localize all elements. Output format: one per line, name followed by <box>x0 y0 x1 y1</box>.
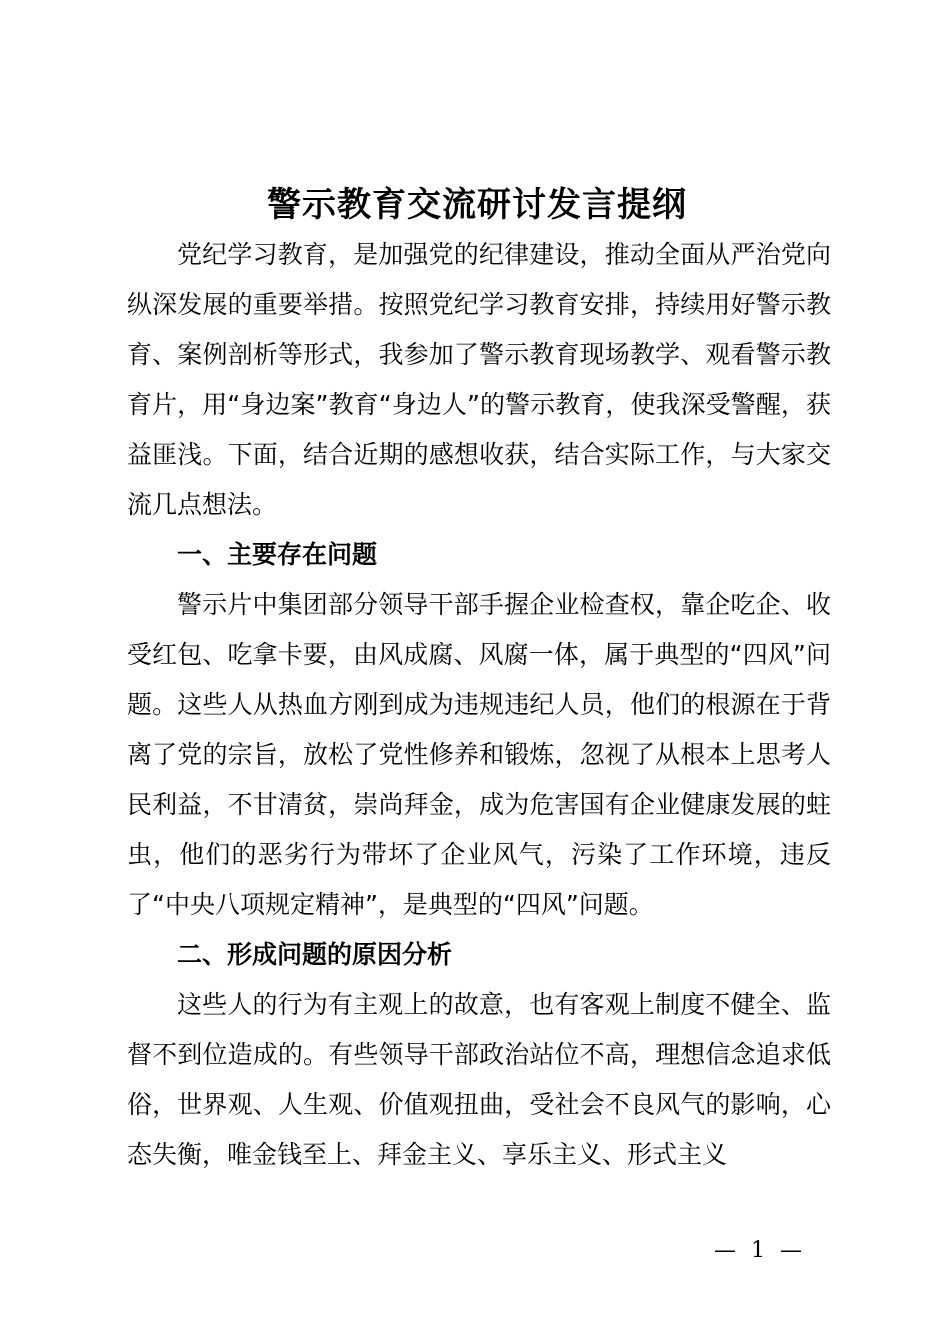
section-heading-problems: 一、主要存在问题 <box>177 540 378 569</box>
causes-paragraph: 这些人的行为有主观上的故意，也有客观上制度不健全、监督不到位造成的。有些领导干部政治站位不高，理想信念追求低俗，世界观、人生观、价值观扭曲，受社会不良风气的影响，心态失衡，唯金钱至上、拜金主义、享乐主义、形式主义 <box>127 990 831 1169</box>
section-heading-causes: 二、形成问题的原因分析 <box>177 940 453 969</box>
problems-paragraph: 警示片中集团部分领导干部手握企业检查权，靠企吃企、收受红包、吃拿卡要，由风成腐、风腐一体，属于典型的“四风”问题。这些人从热血方刚到成为违规违纪人员，他们的根源在于背离了党的宗旨，放松了党性修养和锻炼，忽视了从根本上思考人民利益，不甘清贫，崇尚拜金，成为危害国有企业健康发展的蛀虫，他们的恶劣行为带坏了企业风气，污染了工作环境，违反了“中央八项规定精神”，是典型的“四风”问题。 <box>127 590 831 919</box>
document-body <box>127 230 831 1180</box>
page-number: — 1 — <box>714 1238 806 1263</box>
document-title: 警示教育交流研讨发言提纲 <box>267 185 687 225</box>
intro-paragraph: 党纪学习教育，是加强党的纪律建设，推动全面从严治党向纵深发展的重要举措。按照党纪学习教育安排，持续用好警示教育、案例剖析等形式，我参加了警示教育现场教学、观看警示教育片，用“身边案”教育“身边人”的警示教育，使我深受警醒，获益匪浅。下面，结合近期的感想收获，结合实际工作，与大家交流几点想法。 <box>127 240 831 519</box>
